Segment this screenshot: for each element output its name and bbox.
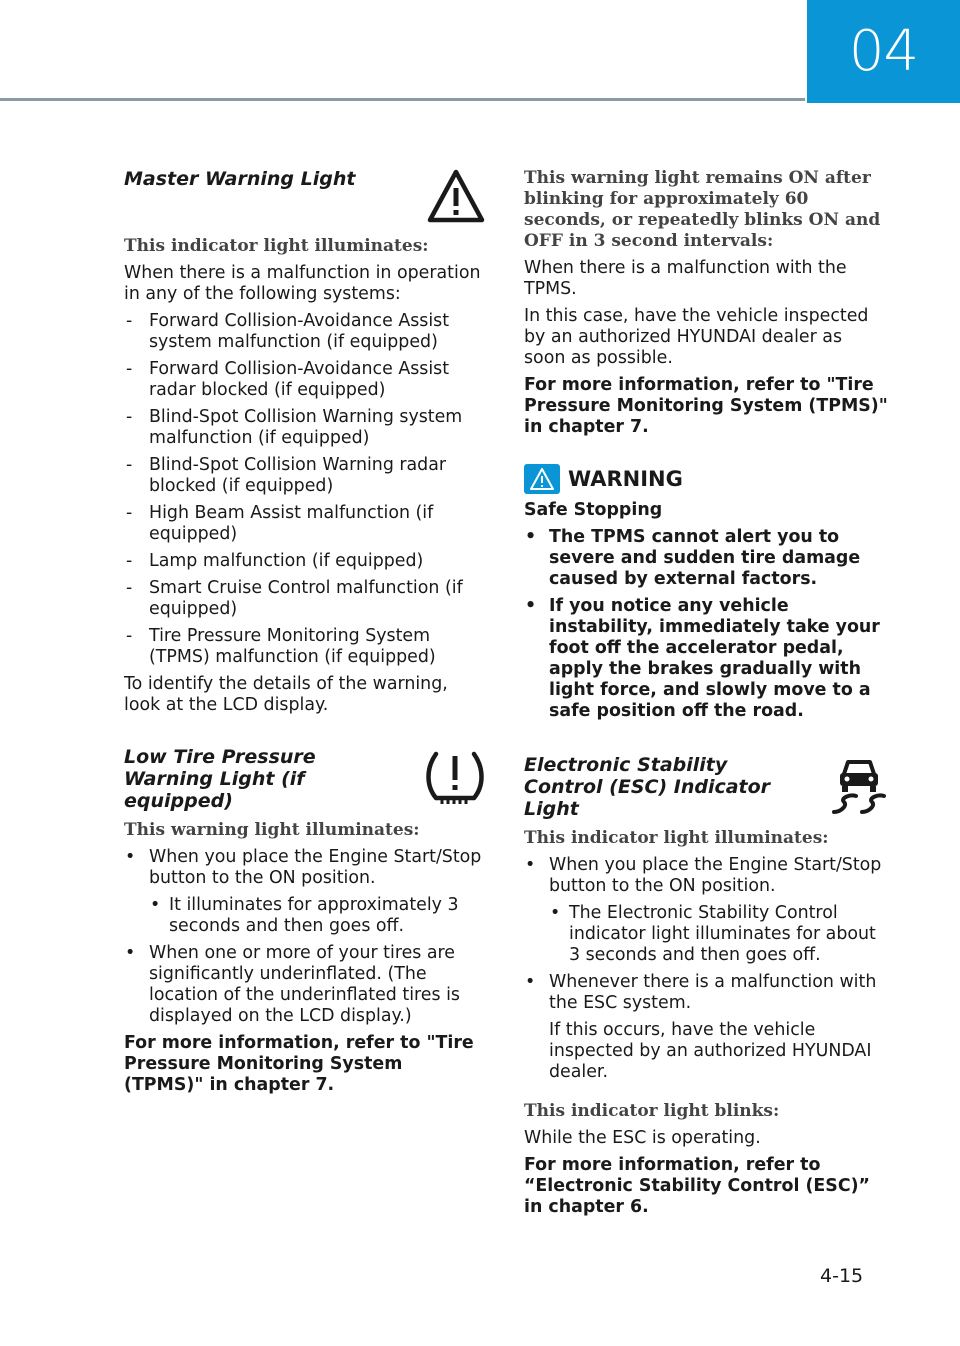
esc-reference: For more information, refer to “Electronic Stability Control (ESC)” in chapter 6. [524,1155,870,1217]
list-item: • It illuminates for approximately 3 seconds and then goes off. [149,895,486,937]
sub-list [149,895,486,937]
esc-blinks-text: While the ESC is operating. [524,1128,761,1148]
tpms-blink-p2: In this case, have the vehicle inspected by an authorized HYUNDAI dealer as soon as possible. [524,306,869,368]
warning-list [524,527,888,722]
master-illuminates-heading: This indicator light illuminates: [124,236,429,256]
list-item-text: When you place the Engine Start/Stop button to the ON position. [549,855,882,896]
list-item: - Forward Collision-Avoidance Assist system malfunction (if equipped) [124,311,486,353]
list-item: - Tire Pressure Monitoring System (TPMS) malfunction (if equipped) [124,626,486,668]
warning-badge [524,464,560,494]
tire-warning-title: Low Tire Pressure Warning Light (if equipped) [124,746,316,812]
esc-blinks-heading: This indicator light blinks: [524,1101,780,1121]
tire-illuminates-heading: This warning light illuminates: [124,820,420,840]
list-item [124,847,486,937]
list-item: • The Electronic Stability Control indicator light illuminates for about 3 seconds and then goes off. [549,903,888,966]
list-item-text: Whenever there is a malfunction with the ESC system. [549,972,877,1013]
tire-warning-header [124,746,486,812]
master-warning-header [124,168,486,228]
warning-header [524,464,888,494]
esc-illuminates-heading: This indicator light illuminates: [524,828,829,848]
list-item: - Lamp malfunction (if equipped) [124,551,486,572]
list-item-extra: If this occurs, have the vehicle inspected by an authorized HYUNDAI dealer. [549,1020,872,1082]
list-item: - Smart Cruise Control malfunction (if equipped) [124,578,486,620]
header-rule [0,98,805,101]
tire-conditions-list [124,847,486,1027]
esc-title: Electronic Stability Control (ESC) Indicator Light [524,754,771,820]
list-item: - Forward Collision-Avoidance Assist radar blocked (if equipped) [124,359,486,401]
tire-pressure-icon [424,746,486,808]
list-item: • When one or more of your tires are significantly underinflated. (The location of the underinflated tires is displayed on the LCD display.) [124,943,486,1027]
master-warning-icon [426,168,486,224]
warning-subtitle: Safe Stopping [524,500,663,520]
tpms-blink-heading: This warning light remains ON after blinking for approximately 60 seconds, or repeatedly blinks ON and OFF in 3 second intervals: [524,168,881,251]
warning-label: WARNING [568,466,683,491]
esc-car-skid-icon [830,754,888,816]
master-intro: When there is a malfunction in operation in any of the following systems: [124,263,481,304]
master-systems-list [124,311,486,668]
tire-reference: For more information, refer to "Tire Pressure Monitoring System (TPMS)" in chapter 7. [124,1033,474,1095]
warning-triangle-icon [529,467,555,491]
esc-header [524,754,888,820]
list-item: - Blind-Spot Collision Warning radar blocked (if equipped) [124,455,486,497]
list-item: • The TPMS cannot alert you to severe and sudden tire damage caused by external factors. [524,527,888,590]
master-outro: To identify the details of the warning, look at the LCD display. [124,674,448,715]
list-item: - Blind-Spot Collision Warning system malfunction (if equipped) [124,407,486,449]
list-item: • If you notice any vehicle instability, immediately take your foot off the accelerator pedal, apply the brakes gradually with light force, and slowly move to a safe position off the road. [524,596,888,722]
list-item [524,972,888,1083]
left-column [124,168,486,1102]
list-item [524,855,888,966]
tpms-blink-p1: When there is a malfunction with the TPMS. [524,258,847,299]
page-number: 4-15 [820,1265,864,1287]
master-warning-title: Master Warning Light [124,168,356,190]
right-column [524,168,888,1224]
esc-conditions-list [524,855,888,1083]
sub-list [549,903,888,966]
list-item-text: When you place the Engine Start/Stop button to the ON position. [149,847,482,888]
list-item: - High Beam Assist malfunction (if equipped) [124,503,486,545]
tpms-reference: For more information, refer to "Tire Pressure Monitoring System (TPMS)" in chapter 7. [524,375,888,437]
chapter-tab: 04 [807,0,960,103]
